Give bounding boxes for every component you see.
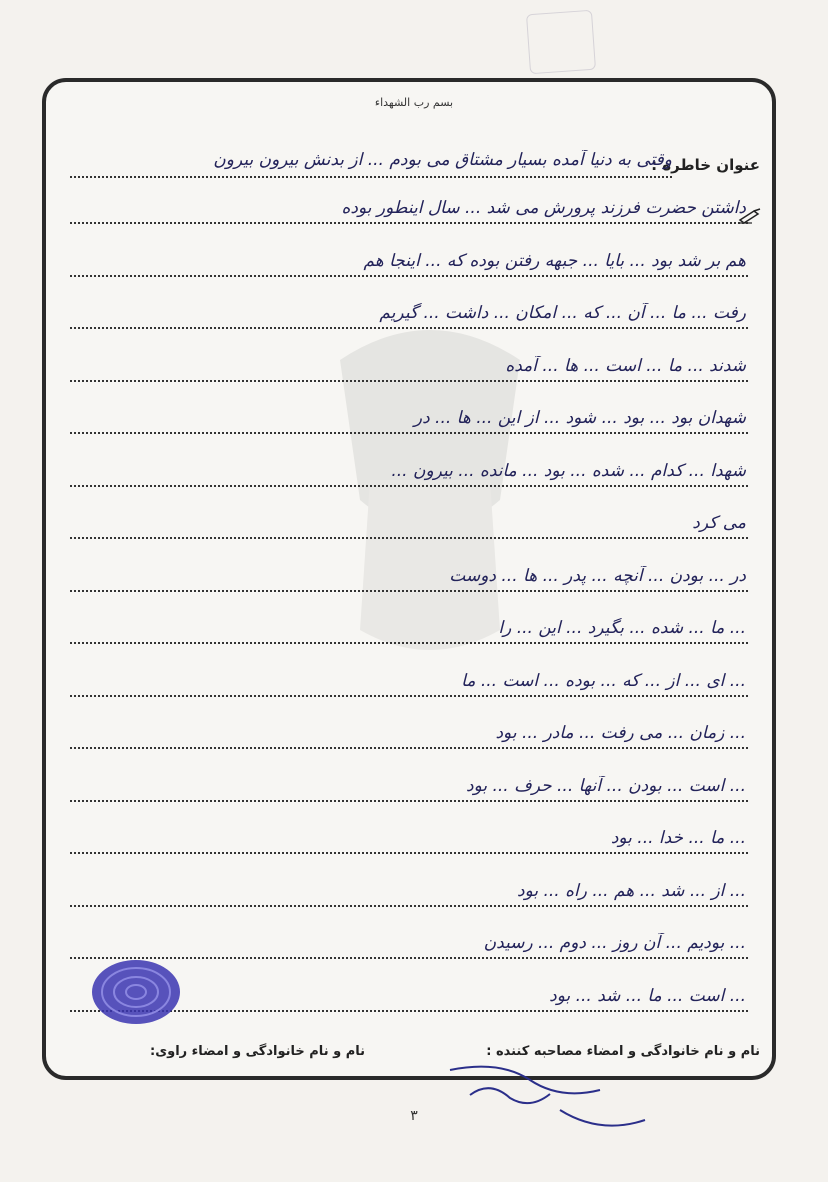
dotted-line [70, 222, 748, 224]
title-dotted-line [70, 176, 672, 178]
handwritten-line: در ... بودن ... آنچه ... پدر ... ها ... دوست [449, 565, 746, 586]
dotted-line [70, 800, 748, 802]
handwritten-line: می کرد [692, 513, 746, 533]
memory-title-label: عنوان خاطره : [651, 156, 760, 174]
handwritten-line: ... ای ... از ... که ... بوده ... است ... ما [461, 670, 746, 691]
handwritten-line: شدند ... ما ... است ... ها ... آمده [505, 355, 746, 376]
handwritten-line: داشتن حضرت فرزند پرورش می شد ... سال اینطور بوده [341, 198, 746, 218]
dotted-line [70, 747, 748, 749]
dotted-line [70, 485, 748, 487]
dotted-line [70, 852, 748, 854]
signature [440, 1050, 650, 1140]
handwritten-line: هم بر شد بود ... بایا ... جبهه رفتن بوده که ... اینجا هم [363, 250, 746, 271]
dotted-line [70, 327, 748, 329]
dotted-line [70, 380, 748, 382]
dotted-line [70, 537, 748, 539]
handwritten-line: شهدا ... کدام ... شده ... بود ... مانده ... بیرون ... [391, 460, 746, 481]
handwritten-line: ... ما ... خدا ... بود [610, 828, 746, 848]
handwritten-line: ... بودیم ... آن روز ... دوم ... رسیدن [483, 933, 746, 953]
narrator-signature-label: نام و نام خانوادگی و امضاء راوی: [150, 1044, 365, 1059]
handwritten-line: ... ما ... شده ... بگیرد ... این ... را [498, 618, 746, 638]
dotted-line [70, 275, 748, 277]
dotted-line [70, 432, 748, 434]
handwritten-line: رفت ... ما ... آن ... که ... امکان ... داشت ... گیریم [379, 303, 746, 323]
page-number: ۳ [410, 1108, 418, 1124]
handwritten-line: ... است ... بودن ... آنها ... حرف ... بود [466, 775, 746, 796]
handwritten-line: ... است ... ما ... شد ... بود [549, 985, 746, 1006]
handwritten-line: ... از ... شد ... هم ... راه ... بود [517, 880, 746, 901]
fingerprint-mark [86, 956, 186, 1028]
dotted-line [70, 695, 748, 697]
interviewer-signature-label: نام و نام خانوادگی و امضاء مصاحبه کننده : [486, 1044, 760, 1059]
dotted-line [70, 642, 748, 644]
archive-stamp [526, 10, 596, 74]
bismillah-header: بسم رب الشهداء [374, 96, 454, 109]
handwritten-line: ... زمان ... می رفت ... مادر ... بود [495, 723, 746, 743]
dotted-line [70, 590, 748, 592]
dotted-line [70, 905, 748, 907]
memory-title-value: وقتی به دنیا آمده بسیار مشتاق می بودم ... از بدنش بیرون بیرون [213, 150, 672, 170]
handwritten-line: شهدان بود ... بود ... شود ... از این ... ها ... در [413, 408, 746, 428]
